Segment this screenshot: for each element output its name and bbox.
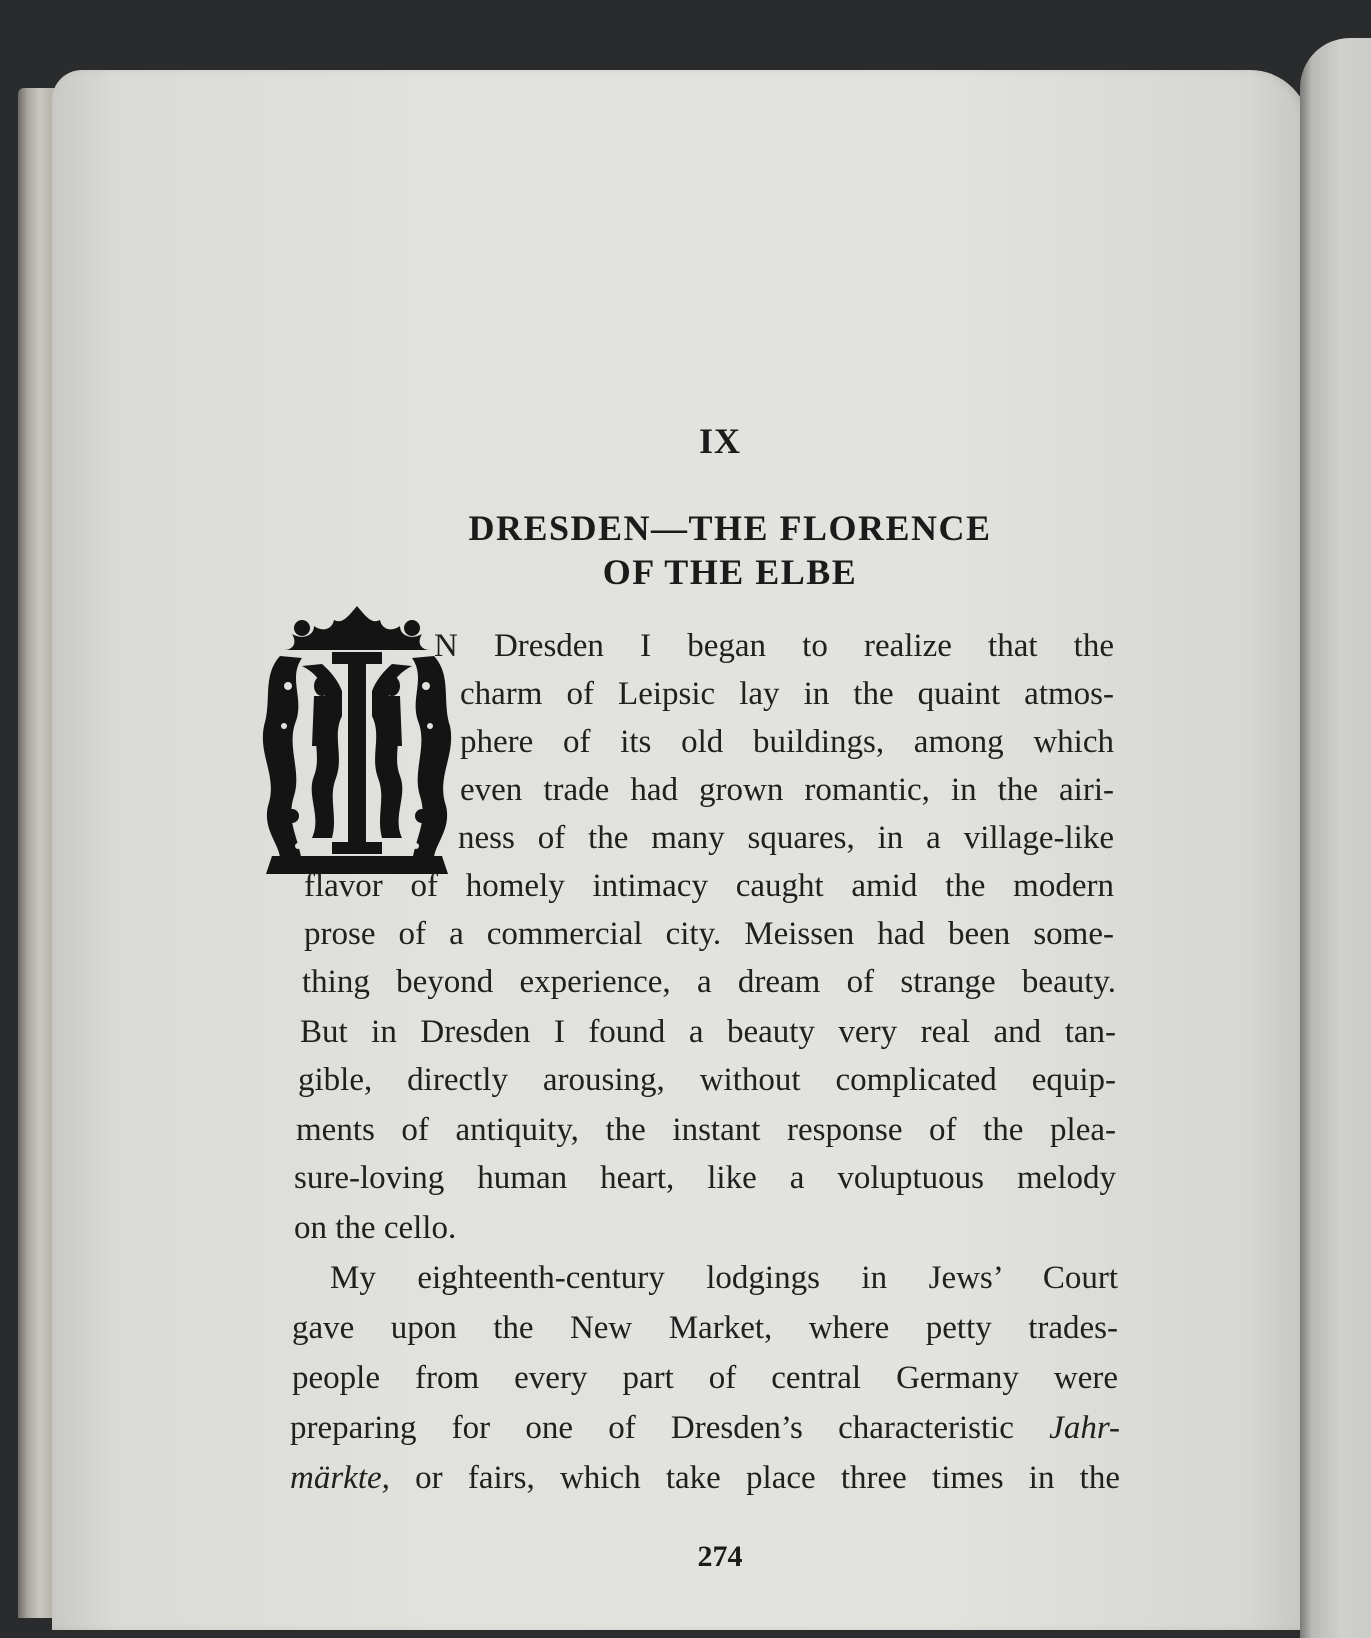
- paragraph-1-line-5: ness of the many squares, in a village-like: [458, 820, 1114, 856]
- paragraph-2-line-4-text: preparing for one of Dresden’s characteristic: [290, 1410, 1050, 1446]
- paragraph-1-line-12: sure-loving human heart, like a voluptuous melody: [294, 1160, 1116, 1196]
- paragraph-1-line-7: prose of a commercial city. Meissen had been some-: [304, 916, 1114, 952]
- paragraph-1-line-3: phere of its old buildings, among which: [460, 724, 1114, 760]
- paragraph-1-line-2: charm of Leipsic lay in the quaint atmos-: [460, 676, 1114, 712]
- ornamental-initial-icon: [262, 606, 452, 876]
- paragraph-2-line-1: My eighteenth-century lodgings in Jews’ Court: [330, 1260, 1118, 1296]
- paragraph-2-line-5-italic: märkte,: [290, 1460, 390, 1496]
- chapter-title-line-2: OF THE ELBE: [602, 552, 858, 592]
- paragraph-1-line-9: But in Dresden I found a beauty very real and tan-: [300, 1014, 1116, 1050]
- chapter-number: IX: [698, 421, 741, 461]
- facing-page-edge: [1300, 38, 1371, 1638]
- paragraph-1-line-8: thing beyond experience, a dream of strange beauty.: [302, 964, 1116, 1000]
- paragraph-2-line-3: people from every part of central Germany were: [292, 1360, 1118, 1396]
- paragraph-1-line-1: N Dresden I began to realize that the: [434, 628, 1114, 664]
- paragraph-1-line-6: flavor of homely intimacy caught amid the modern: [304, 868, 1114, 904]
- paragraph-2-line-4: [290, 1406, 1120, 1450]
- paragraph-1-line-10: gible, directly arousing, without complicated equip-: [298, 1062, 1116, 1098]
- paragraph-2-line-5: [290, 1456, 1120, 1500]
- chapter-title: [380, 506, 1080, 594]
- paragraph-2-line-2: gave upon the New Market, where petty trades-: [292, 1310, 1118, 1346]
- paragraph-2-line-5-text: or fairs, which take place three times in the: [389, 1460, 1120, 1496]
- paragraph-1-line-11: ments of antiquity, the instant response of the plea-: [296, 1112, 1116, 1148]
- chapter-title-line-1: DRESDEN—THE FLORENCE: [468, 508, 992, 548]
- paragraph-2-line-4-italic: Jahr-: [1049, 1410, 1120, 1446]
- page-number: 274: [697, 1540, 743, 1573]
- paragraph-1-line-4: even trade had grown romantic, in the airi-: [460, 772, 1114, 808]
- paragraph-1-line-13: on the cello.: [294, 1210, 457, 1246]
